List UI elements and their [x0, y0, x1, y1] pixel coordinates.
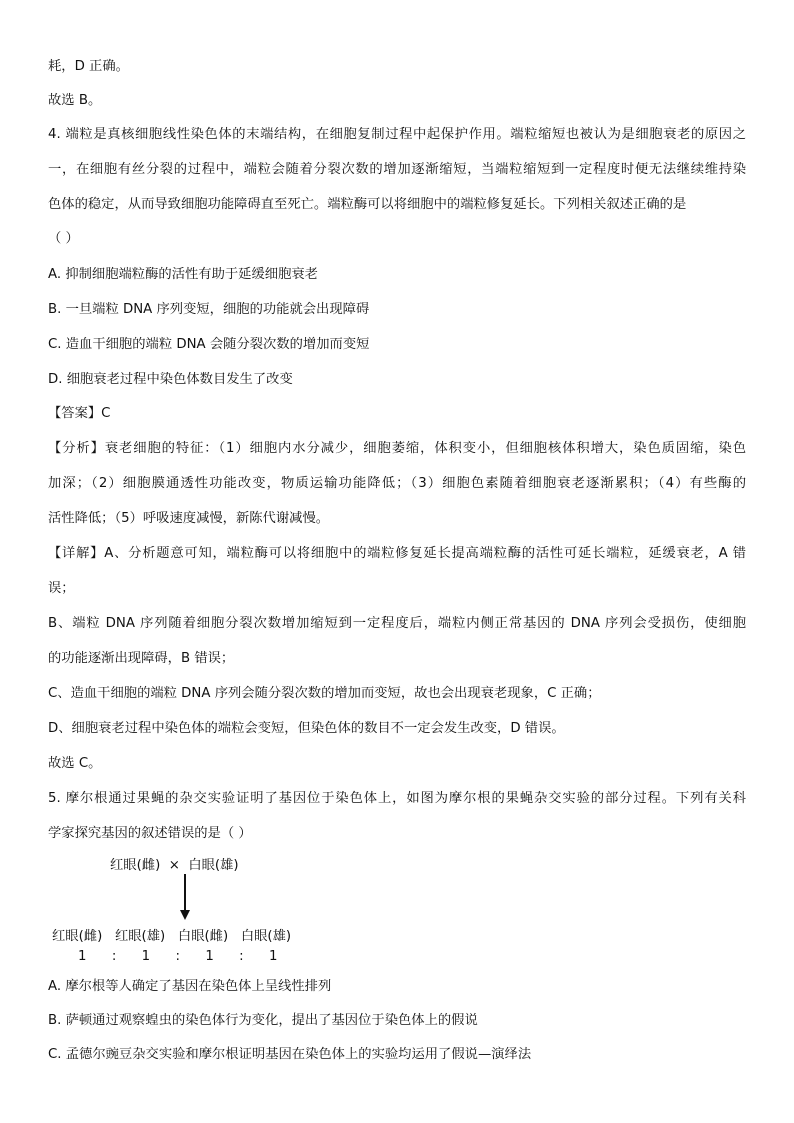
analysis-text: 活性降低；（5）呼吸速度减慢，新陈代谢减慢。 [48, 511, 330, 526]
analysis-text: 【分析】衰老细胞的特征：（1）细胞内水分减少，细胞萎缩，体积变小，但细胞核体积增大，染色质固缩，染色 [48, 441, 746, 456]
option-c: C. 孟德尔豌豆杂交实验和摩尔根证明基因在染色体上的实验均运用了假说—演绎法 [48, 1047, 532, 1062]
question-4-stem: 4. 端粒是真核细胞线性染色体的末端结构，在细胞复制过程中起保护作用。端粒缩短也被认为是细胞衰老的原因之 [48, 127, 746, 142]
question-4-stem: 色体的稳定，从而导致细胞功能障碍直至死亡。端粒酶可以将细胞中的端粒修复延长。下列相关叙述正确的是 [48, 197, 687, 212]
option-a: A. 摩尔根等人确定了基因在染色体上呈线性排列 [48, 979, 332, 994]
option-d: D. 细胞衰老过程中染色体数目发生了改变 [48, 372, 293, 387]
answer-conclusion: 故选 C。 [48, 756, 102, 771]
option-a: A. 抑制细胞端粒酶的活性有助于延缓细胞衰老 [48, 267, 318, 282]
explanation-text: 【详解】A、分析题意可知，端粒酶可以将细胞中的端粒修复延长提高端粒酶的活性可延长端粒，延缓衰老，A 错 [48, 546, 746, 561]
arrow-head-icon [180, 910, 190, 920]
explanation-text: 误； [48, 581, 75, 596]
offspring-ratio: 1 : 1 : 1 : 1 [78, 949, 278, 964]
arrow-down-icon [184, 874, 186, 912]
text-line: 故选 B。 [48, 93, 102, 108]
option-b: B. 萨顿通过观察蝗虫的染色体行为变化，提出了基因位于染色体上的假说 [48, 1013, 478, 1028]
answer-blank: （ ） [48, 231, 79, 246]
explanation-text: C、造血干细胞的端粒 DNA 序列会随分裂次数的增加而变短，故也会出现衰老现象，C 正确； [48, 686, 601, 701]
analysis-text: 加深；（2）细胞膜通透性功能改变，物质运输功能降低；（3）细胞色素随着细胞衰老逐渐累积；（4）有些酶的 [48, 476, 746, 491]
question-4-stem: 一，在细胞有丝分裂的过程中，端粒会随着分裂次数的增加逐渐缩短，当端粒缩短到一定程度时便无法继续维持染 [48, 162, 746, 177]
question-5-stem: 5. 摩尔根通过果蝇的杂交实验证明了基因位于染色体上，如图为摩尔根的果蝇杂交实验的部分过程。下列有关科 [48, 791, 746, 806]
option-b: B. 一旦端粒 DNA 序列变短，细胞的功能就会出现障碍 [48, 302, 370, 317]
text-line: 耗，D 正确。 [48, 59, 129, 74]
question-5-stem: 学家探究基因的叙述错误的是（ ） [48, 826, 252, 841]
explanation-text: 的功能逐渐出现障碍，B 错误； [48, 651, 235, 666]
explanation-text: B、端粒 DNA 序列随着细胞分裂次数增加缩短到一定程度后，端粒内侧正常基因的 DNA 序列会受损伤，使细胞 [48, 616, 746, 631]
offspring-phenotypes: 红眼(雌) 红眼(雄) 白眼(雌) 白眼(雄) [52, 929, 292, 944]
option-c: C. 造血干细胞的端粒 DNA 会随分裂次数的增加而变短 [48, 337, 370, 352]
explanation-text: D、细胞衰老过程中染色体的端粒会变短，但染色体的数目不一定会发生改变，D 错误。 [48, 721, 565, 736]
parental-cross: 红眼(雌) × 白眼(雄) [110, 858, 239, 873]
answer-label: 【答案】C [48, 406, 111, 421]
